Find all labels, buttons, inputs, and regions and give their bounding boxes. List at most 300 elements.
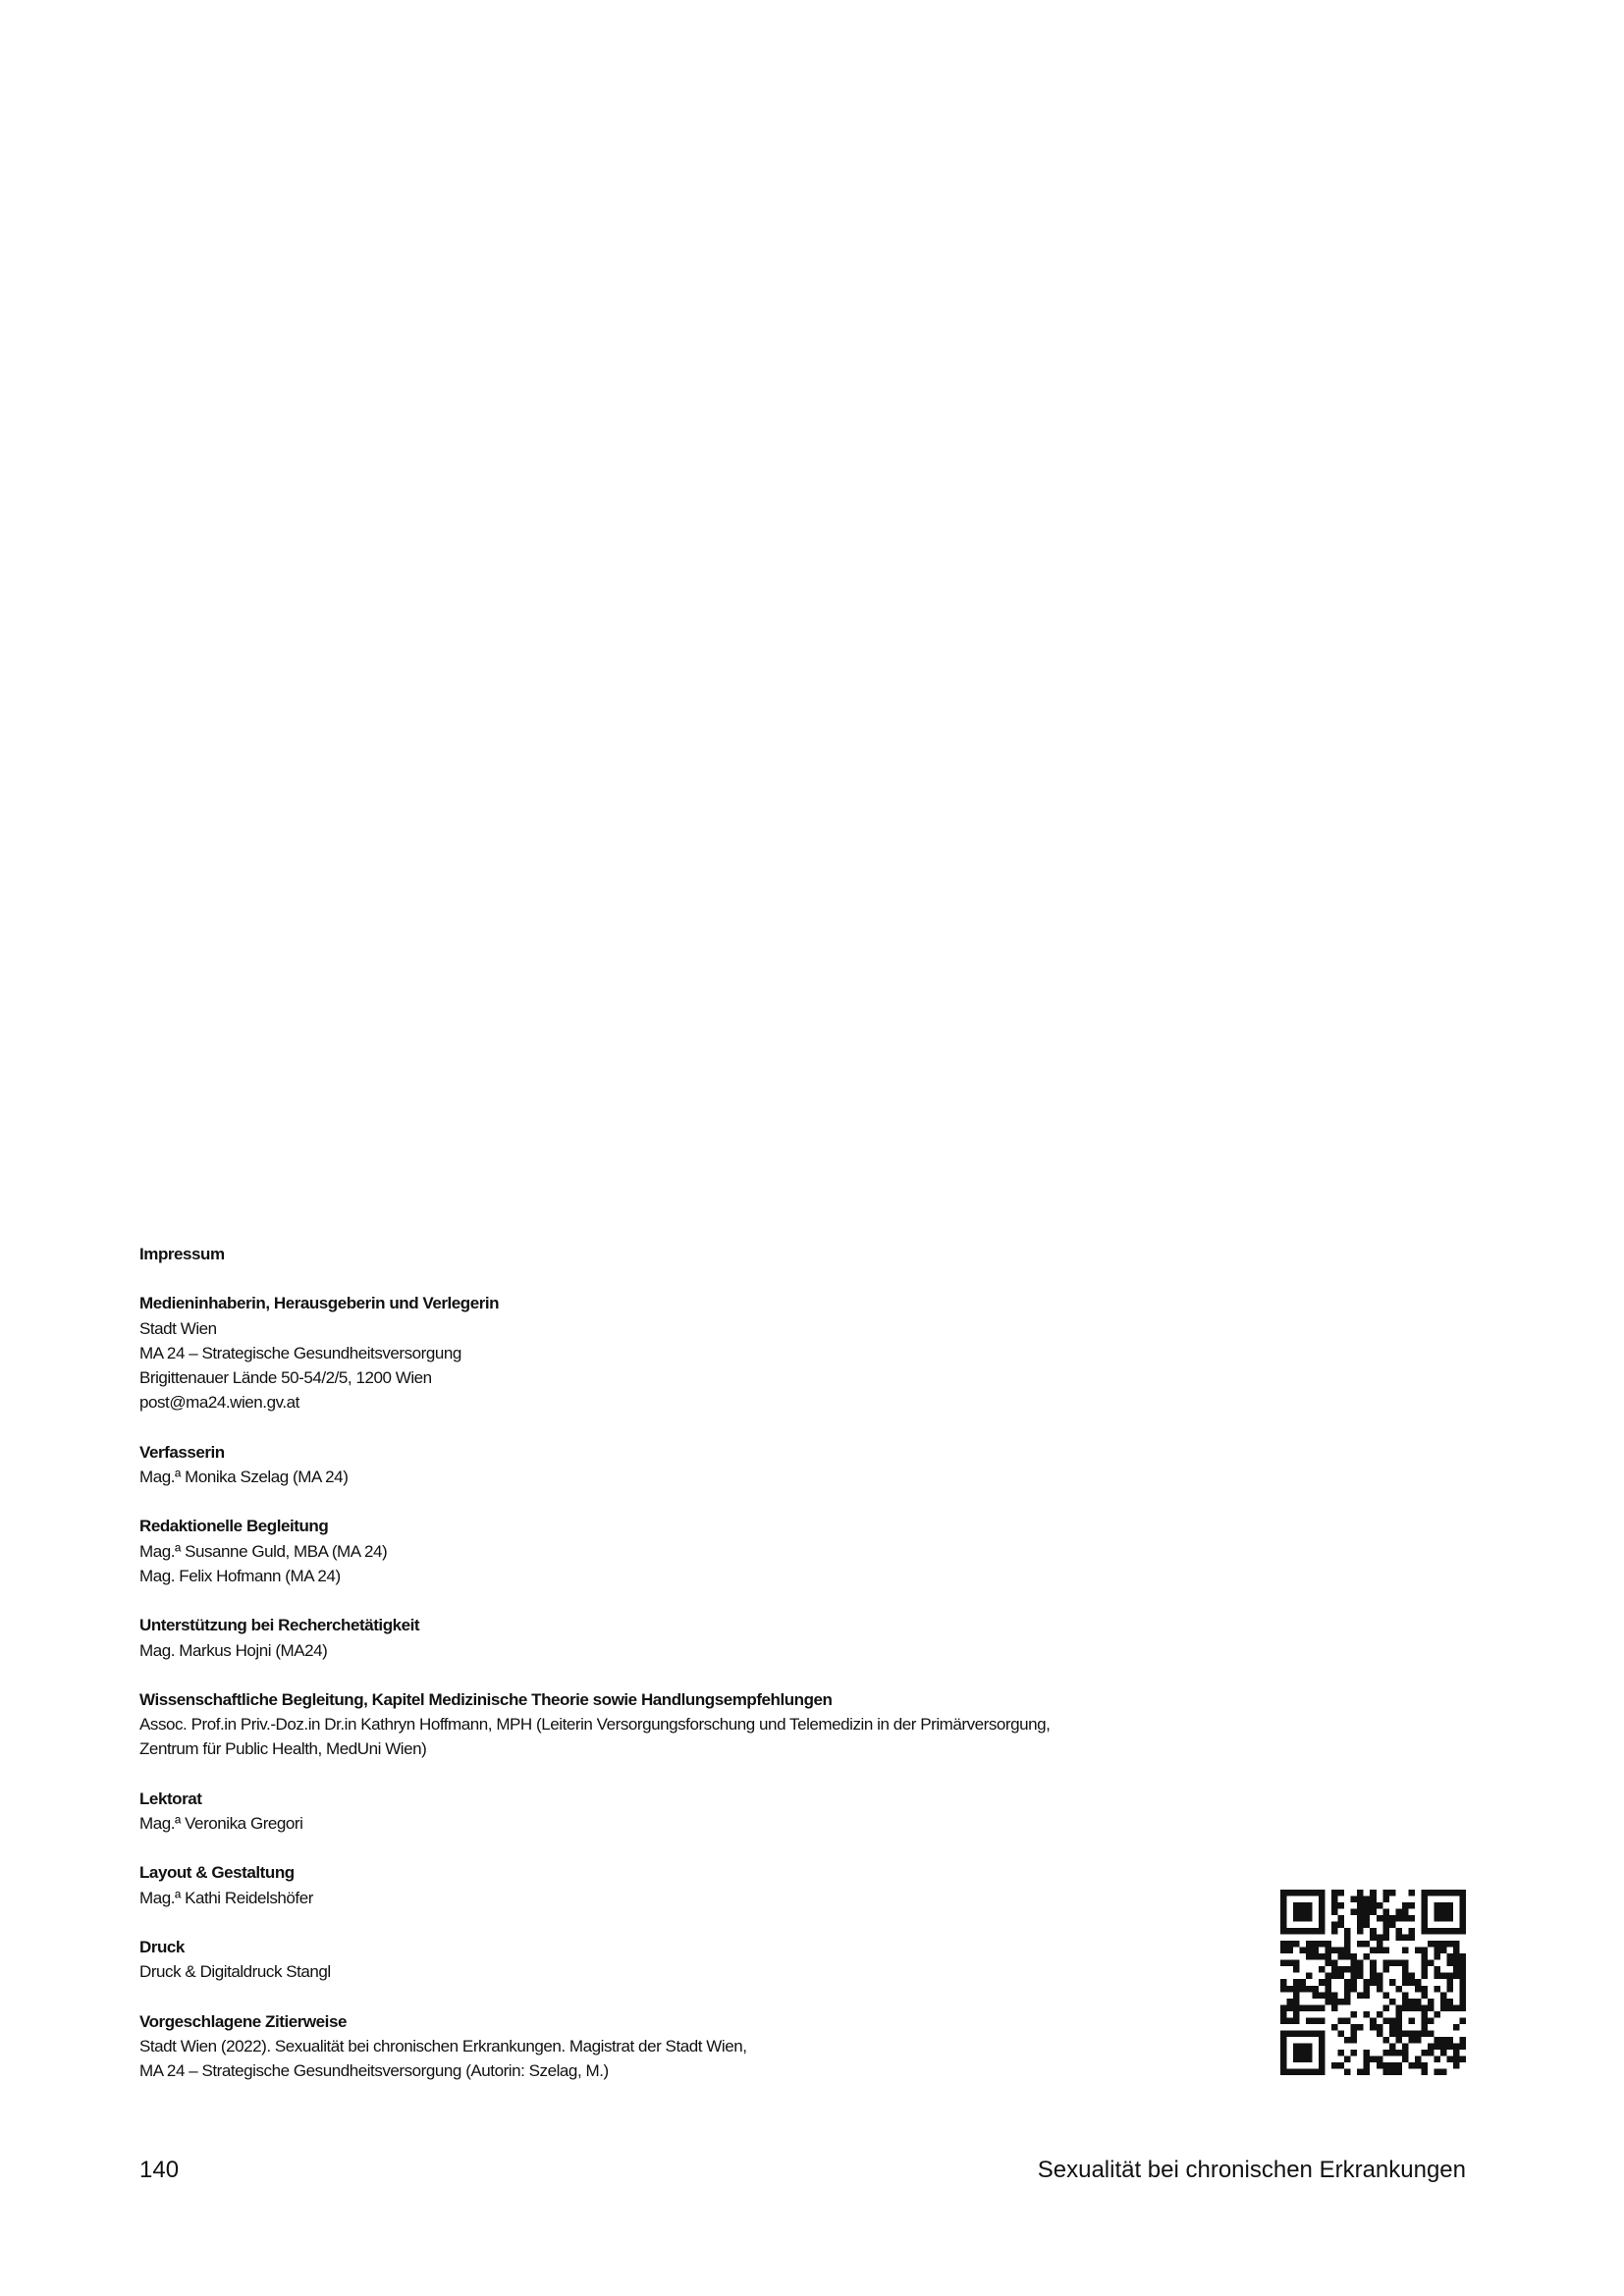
qr-module bbox=[1395, 2062, 1402, 2069]
qr-module bbox=[1306, 1928, 1313, 1935]
qr-module bbox=[1293, 1890, 1300, 1896]
qr-module bbox=[1344, 1986, 1351, 1993]
qr-module bbox=[1421, 1973, 1428, 1980]
qr-module bbox=[1300, 1902, 1307, 1909]
qr-module bbox=[1459, 2017, 1466, 2024]
qr-module bbox=[1428, 1960, 1435, 1967]
qr-module bbox=[1331, 1896, 1338, 1903]
qr-module bbox=[1428, 1941, 1435, 1948]
qr-module bbox=[1408, 1999, 1415, 2005]
qr-module bbox=[1364, 1986, 1371, 1993]
qr-module bbox=[1370, 2024, 1377, 2031]
qr-module bbox=[1446, 1915, 1453, 1922]
qr-module bbox=[1395, 2024, 1402, 2031]
qr-module bbox=[1440, 1902, 1447, 1909]
qr-module bbox=[1287, 1948, 1294, 1954]
qr-module bbox=[1331, 2062, 1338, 2069]
qr-module bbox=[1319, 2056, 1326, 2062]
qr-module bbox=[1319, 2030, 1326, 2037]
qr-module bbox=[1434, 1953, 1440, 1960]
qr-module bbox=[1331, 1890, 1338, 1896]
qr-module bbox=[1408, 1890, 1415, 1896]
qr-module bbox=[1293, 2011, 1300, 2018]
qr-module bbox=[1280, 2043, 1287, 2050]
qr-module bbox=[1421, 2004, 1428, 2011]
qr-module bbox=[1306, 1953, 1313, 1960]
qr-module bbox=[1319, 1890, 1326, 1896]
qr-module bbox=[1338, 1915, 1345, 1922]
qr-module bbox=[1364, 1915, 1371, 1922]
qr-module bbox=[1453, 2056, 1460, 2062]
qr-module bbox=[1319, 2050, 1326, 2056]
qr-module bbox=[1395, 2004, 1402, 2011]
qr-module bbox=[1389, 2030, 1396, 2037]
qr-module bbox=[1421, 1902, 1428, 1909]
qr-module bbox=[1428, 2050, 1435, 2056]
qr-module bbox=[1395, 1986, 1402, 1993]
qr-module bbox=[1293, 1941, 1300, 1948]
qr-module bbox=[1440, 1999, 1447, 2005]
qr-module bbox=[1389, 1999, 1396, 2005]
qr-module bbox=[1351, 1966, 1358, 1973]
qr-module bbox=[1319, 2043, 1326, 2050]
qr-module bbox=[1382, 1896, 1389, 1903]
qr-module bbox=[1377, 1915, 1383, 1922]
qr-module bbox=[1382, 1935, 1389, 1942]
qr-module bbox=[1287, 1960, 1294, 1967]
qr-module bbox=[1434, 2011, 1440, 2018]
qr-module bbox=[1351, 1960, 1358, 1967]
qr-module bbox=[1459, 1896, 1466, 1903]
qr-module bbox=[1319, 2017, 1326, 2024]
qr-module bbox=[1434, 1890, 1440, 1896]
qr-module bbox=[1440, 2004, 1447, 2011]
qr-module bbox=[1434, 1928, 1440, 1935]
qr-module bbox=[1293, 1979, 1300, 1986]
qr-module bbox=[1326, 1973, 1332, 1980]
qr-module bbox=[1377, 2024, 1383, 2031]
qr-module bbox=[1300, 2043, 1307, 2050]
qr-module bbox=[1421, 1922, 1428, 1929]
qr-module bbox=[1434, 1915, 1440, 1922]
section-heading: Druck bbox=[139, 1937, 185, 1956]
section-line: Zentrum für Public Health, MedUni Wien) bbox=[139, 1739, 427, 1759]
qr-module bbox=[1293, 2056, 1300, 2062]
qr-module bbox=[1395, 2068, 1402, 2075]
section-line: Assoc. Prof.in Priv.-Doz.in Dr.in Kathryn Hoffmann, MPH (Leiterin Versorgungsforschung und Telemedizin in der Primärversorgung, bbox=[139, 1715, 1051, 1735]
qr-module bbox=[1344, 1999, 1351, 2005]
qr-module bbox=[1440, 1948, 1447, 1954]
impressum-section-proofreading bbox=[139, 1787, 1121, 1837]
qr-module bbox=[1395, 1909, 1402, 1916]
section-heading: Verfasserin bbox=[139, 1442, 225, 1462]
qr-module bbox=[1415, 1999, 1422, 2005]
qr-module bbox=[1293, 1915, 1300, 1922]
qr-module bbox=[1402, 1902, 1409, 1909]
qr-module bbox=[1408, 1979, 1415, 1986]
qr-module bbox=[1446, 2056, 1453, 2062]
qr-module bbox=[1306, 2068, 1313, 2075]
qr-module bbox=[1402, 2056, 1409, 2062]
qr-module bbox=[1357, 1992, 1364, 1999]
section-line: MA 24 – Strategische Gesundheitsversorgung bbox=[139, 1343, 461, 1362]
qr-module bbox=[1382, 1922, 1389, 1929]
qr-module bbox=[1459, 1928, 1466, 1935]
qr-code-icon bbox=[1280, 1890, 1466, 2075]
qr-module bbox=[1357, 1966, 1364, 1973]
qr-module bbox=[1313, 1941, 1320, 1948]
qr-module bbox=[1280, 2011, 1287, 2018]
section-line: Mag.ª Susanne Guld, MBA (MA 24) bbox=[139, 1541, 388, 1561]
qr-module bbox=[1459, 2056, 1466, 2062]
qr-module bbox=[1319, 2004, 1326, 2011]
qr-module bbox=[1351, 1986, 1358, 1993]
qr-module bbox=[1326, 1953, 1332, 1960]
qr-module bbox=[1338, 1953, 1345, 1960]
qr-module bbox=[1300, 2050, 1307, 2056]
qr-module bbox=[1382, 2037, 1389, 2044]
qr-module bbox=[1326, 1979, 1332, 1986]
qr-module bbox=[1395, 1960, 1402, 1967]
qr-module bbox=[1326, 1999, 1332, 2005]
qr-module bbox=[1326, 1960, 1332, 1967]
qr-module bbox=[1357, 1960, 1364, 1967]
qr-module bbox=[1326, 1986, 1332, 1993]
qr-module bbox=[1446, 2043, 1453, 2050]
impressum-section-editorial bbox=[139, 1514, 1121, 1588]
qr-module bbox=[1313, 1992, 1320, 1999]
qr-module bbox=[1331, 1928, 1338, 1935]
qr-module bbox=[1370, 1890, 1377, 1896]
qr-module bbox=[1293, 1966, 1300, 1973]
qr-module bbox=[1331, 1960, 1338, 1967]
qr-module bbox=[1331, 1922, 1338, 1929]
qr-module bbox=[1344, 2037, 1351, 2044]
qr-module bbox=[1446, 1979, 1453, 1986]
qr-module bbox=[1319, 2062, 1326, 2069]
qr-module bbox=[1338, 1922, 1345, 1929]
qr-module bbox=[1453, 1973, 1460, 1980]
qr-module bbox=[1364, 1922, 1371, 1929]
qr-module bbox=[1300, 1915, 1307, 1922]
qr-module bbox=[1287, 2068, 1294, 2075]
qr-module bbox=[1415, 1986, 1422, 1993]
qr-module bbox=[1300, 2068, 1307, 2075]
qr-module bbox=[1319, 1922, 1326, 1929]
qr-module bbox=[1300, 1890, 1307, 1896]
qr-module bbox=[1313, 1928, 1320, 1935]
qr-module bbox=[1389, 1960, 1396, 1967]
qr-module bbox=[1428, 2017, 1435, 2024]
qr-module bbox=[1434, 1941, 1440, 1948]
qr-module bbox=[1331, 1902, 1338, 1909]
qr-module bbox=[1280, 1902, 1287, 1909]
qr-module bbox=[1287, 1890, 1294, 1896]
qr-module bbox=[1300, 1909, 1307, 1916]
qr-module bbox=[1313, 1986, 1320, 1993]
qr-module bbox=[1389, 2017, 1396, 2024]
qr-module bbox=[1446, 1973, 1453, 1980]
qr-module bbox=[1344, 1948, 1351, 1954]
qr-module bbox=[1453, 1953, 1460, 1960]
qr-module bbox=[1434, 2056, 1440, 2062]
impressum-section-citation bbox=[139, 2009, 1121, 2084]
qr-module bbox=[1351, 1953, 1358, 1960]
qr-module bbox=[1293, 2017, 1300, 2024]
qr-module bbox=[1408, 1915, 1415, 1922]
qr-module bbox=[1293, 1928, 1300, 1935]
qr-module bbox=[1377, 1979, 1383, 1986]
qr-module bbox=[1421, 2030, 1428, 2037]
running-title: Sexualität bei chronischen Erkrankungen bbox=[1037, 2157, 1466, 2183]
qr-module bbox=[1434, 1909, 1440, 1916]
qr-module bbox=[1434, 2068, 1440, 2075]
qr-module bbox=[1338, 1902, 1345, 1909]
qr-module bbox=[1351, 2024, 1358, 2031]
qr-module bbox=[1351, 1973, 1358, 1980]
qr-module bbox=[1421, 2011, 1428, 2018]
qr-module bbox=[1293, 2068, 1300, 2075]
qr-module bbox=[1440, 1909, 1447, 1916]
qr-module bbox=[1370, 2056, 1377, 2062]
qr-module bbox=[1370, 1902, 1377, 1909]
qr-module bbox=[1326, 1941, 1332, 1948]
qr-module bbox=[1357, 1915, 1364, 1922]
qr-module bbox=[1440, 2037, 1447, 2044]
qr-module bbox=[1306, 1902, 1313, 1909]
qr-module bbox=[1331, 1909, 1338, 1916]
qr-module bbox=[1344, 2056, 1351, 2062]
qr-module bbox=[1287, 1986, 1294, 1993]
qr-module bbox=[1280, 1909, 1287, 1916]
qr-module bbox=[1306, 2043, 1313, 2050]
qr-module bbox=[1344, 1979, 1351, 1986]
qr-module bbox=[1428, 2004, 1435, 2011]
qr-module bbox=[1434, 1902, 1440, 1909]
qr-module bbox=[1357, 1902, 1364, 1909]
qr-module bbox=[1338, 2017, 1345, 2024]
qr-module bbox=[1338, 2062, 1345, 2069]
qr-module bbox=[1428, 1890, 1435, 1896]
qr-module bbox=[1306, 1948, 1313, 1954]
qr-module bbox=[1453, 1928, 1460, 1935]
qr-module bbox=[1453, 1941, 1460, 1948]
qr-module bbox=[1421, 1948, 1428, 1954]
qr-module bbox=[1357, 2024, 1364, 2031]
qr-module bbox=[1331, 1973, 1338, 1980]
qr-module bbox=[1377, 2056, 1383, 2062]
qr-module bbox=[1415, 2056, 1422, 2062]
qr-module bbox=[1364, 2062, 1371, 2069]
qr-module bbox=[1319, 1915, 1326, 1922]
qr-module bbox=[1421, 2068, 1428, 2075]
qr-module bbox=[1287, 2004, 1294, 2011]
qr-module bbox=[1453, 2062, 1460, 2069]
qr-module bbox=[1351, 1979, 1358, 1986]
qr-module bbox=[1395, 2017, 1402, 2024]
qr-module bbox=[1459, 1922, 1466, 1929]
qr-module bbox=[1389, 1915, 1396, 1922]
qr-module bbox=[1344, 1941, 1351, 1948]
qr-module bbox=[1280, 1941, 1287, 1948]
qr-module bbox=[1344, 1928, 1351, 1935]
qr-module bbox=[1338, 2030, 1345, 2037]
qr-module bbox=[1377, 1941, 1383, 1948]
qr-module bbox=[1395, 1928, 1402, 1935]
qr-module bbox=[1370, 1960, 1377, 1967]
qr-module bbox=[1306, 1890, 1313, 1896]
qr-module bbox=[1338, 1948, 1345, 1954]
qr-module bbox=[1364, 1979, 1371, 1986]
qr-module bbox=[1338, 1890, 1345, 1896]
qr-module bbox=[1421, 2024, 1428, 2031]
qr-module bbox=[1287, 2030, 1294, 2037]
qr-module bbox=[1440, 2043, 1447, 2050]
qr-module bbox=[1434, 1948, 1440, 1954]
qr-module bbox=[1402, 1966, 1409, 1973]
qr-module bbox=[1300, 2004, 1307, 2011]
qr-module bbox=[1377, 2062, 1383, 2069]
qr-module bbox=[1440, 1992, 1447, 1999]
qr-module bbox=[1293, 1999, 1300, 2005]
qr-module bbox=[1382, 2068, 1389, 2075]
section-line: Druck & Digitaldruck Stangl bbox=[139, 1962, 331, 1982]
qr-module bbox=[1421, 1909, 1428, 1916]
qr-module bbox=[1428, 1999, 1435, 2005]
section-heading: Vorgeschlagene Zitierweise bbox=[139, 2011, 347, 2031]
section-heading: Redaktionelle Begleitung bbox=[139, 1517, 329, 1536]
page-number: 140 bbox=[139, 2157, 180, 2183]
qr-module bbox=[1453, 1966, 1460, 1973]
qr-module bbox=[1446, 1928, 1453, 1935]
email-link[interactable]: post@ma24.wien.gv.at bbox=[139, 1393, 299, 1413]
qr-module bbox=[1280, 1986, 1287, 1993]
qr-module bbox=[1293, 2004, 1300, 2011]
qr-module bbox=[1370, 1909, 1377, 1916]
qr-module bbox=[1440, 1941, 1447, 1948]
qr-module bbox=[1280, 1915, 1287, 1922]
qr-module bbox=[1395, 2011, 1402, 2018]
qr-module bbox=[1326, 1992, 1332, 1999]
qr-module bbox=[1402, 1948, 1409, 1954]
qr-module bbox=[1280, 2068, 1287, 2075]
qr-module bbox=[1293, 1909, 1300, 1916]
qr-module bbox=[1421, 2050, 1428, 2056]
qr-module bbox=[1428, 2043, 1435, 2050]
section-line: MA 24 – Strategische Gesundheitsversorgung (Autorin: Szelag, M.) bbox=[139, 2061, 609, 2081]
qr-module bbox=[1331, 2004, 1338, 2011]
qr-module bbox=[1434, 1973, 1440, 1980]
qr-module bbox=[1280, 1928, 1287, 1935]
qr-module bbox=[1395, 2037, 1402, 2044]
qr-module bbox=[1382, 1966, 1389, 1973]
qr-module bbox=[1440, 1973, 1447, 1980]
qr-module bbox=[1338, 1973, 1345, 1980]
qr-module bbox=[1319, 1896, 1326, 1903]
qr-module bbox=[1338, 1966, 1345, 1973]
qr-module bbox=[1402, 2043, 1409, 2050]
qr-module bbox=[1382, 1928, 1389, 1935]
qr-module bbox=[1331, 1999, 1338, 2005]
qr-module bbox=[1319, 2037, 1326, 2044]
qr-module bbox=[1446, 2037, 1453, 2044]
impressum-section-layout bbox=[139, 1860, 1121, 1910]
qr-module bbox=[1331, 1992, 1338, 1999]
qr-module bbox=[1408, 1973, 1415, 1980]
qr-module bbox=[1415, 2037, 1422, 2044]
qr-module bbox=[1306, 2056, 1313, 2062]
qr-module bbox=[1459, 1902, 1466, 1909]
qr-module bbox=[1389, 2043, 1396, 2050]
qr-module bbox=[1319, 1966, 1326, 1973]
qr-module bbox=[1415, 1948, 1422, 1954]
qr-module bbox=[1364, 1902, 1371, 1909]
qr-module bbox=[1389, 1922, 1396, 1929]
qr-module bbox=[1364, 1992, 1371, 1999]
qr-module bbox=[1415, 2030, 1422, 2037]
section-heading: Wissenschaftliche Begleitung, Kapitel Medizinische Theorie sowie Handlungsempfehlungen bbox=[139, 1689, 833, 1709]
qr-module bbox=[1344, 1953, 1351, 1960]
impressum-title: Impressum bbox=[139, 1245, 225, 1263]
qr-module bbox=[1459, 1953, 1466, 1960]
qr-module bbox=[1313, 2017, 1320, 2024]
qr-module bbox=[1357, 1922, 1364, 1929]
qr-module bbox=[1306, 1986, 1313, 1993]
qr-module bbox=[1344, 1935, 1351, 1942]
qr-module bbox=[1408, 2004, 1415, 2011]
qr-module bbox=[1357, 1909, 1364, 1916]
qr-module bbox=[1389, 1890, 1396, 1896]
qr-module bbox=[1344, 1992, 1351, 1999]
qr-module bbox=[1402, 1992, 1409, 1999]
qr-module bbox=[1293, 1960, 1300, 1967]
qr-module bbox=[1377, 2030, 1383, 2037]
qr-module bbox=[1364, 2050, 1371, 2056]
qr-module bbox=[1421, 1896, 1428, 1903]
qr-module bbox=[1389, 2062, 1396, 2069]
qr-module bbox=[1331, 2024, 1338, 2031]
qr-module bbox=[1370, 1979, 1377, 1986]
qr-module bbox=[1280, 2004, 1287, 2011]
qr-module bbox=[1364, 1953, 1371, 1960]
qr-module bbox=[1382, 1915, 1389, 1922]
qr-module bbox=[1440, 1890, 1447, 1896]
qr-module bbox=[1402, 1909, 1409, 1916]
qr-module bbox=[1377, 1902, 1383, 1909]
qr-module bbox=[1319, 1909, 1326, 1916]
qr-module bbox=[1459, 1992, 1466, 1999]
section-line: Mag.ª Veronika Gregori bbox=[139, 1814, 303, 1834]
impressum-section-author bbox=[139, 1440, 1121, 1490]
qr-module bbox=[1446, 1941, 1453, 1948]
qr-module bbox=[1446, 1953, 1453, 1960]
qr-module bbox=[1408, 2062, 1415, 2069]
qr-module bbox=[1319, 1928, 1326, 1935]
qr-module bbox=[1313, 2068, 1320, 2075]
qr-module bbox=[1459, 1909, 1466, 1916]
qr-module bbox=[1395, 1935, 1402, 1942]
qr-module bbox=[1306, 2004, 1313, 2011]
qr-module bbox=[1364, 2068, 1371, 2075]
qr-module bbox=[1415, 1979, 1422, 1986]
qr-module bbox=[1364, 2056, 1371, 2062]
qr-module bbox=[1300, 2056, 1307, 2062]
qr-module bbox=[1434, 2043, 1440, 2050]
qr-module bbox=[1446, 1902, 1453, 1909]
qr-module bbox=[1280, 2056, 1287, 2062]
qr-module bbox=[1382, 2050, 1389, 2056]
qr-module bbox=[1338, 1999, 1345, 2005]
